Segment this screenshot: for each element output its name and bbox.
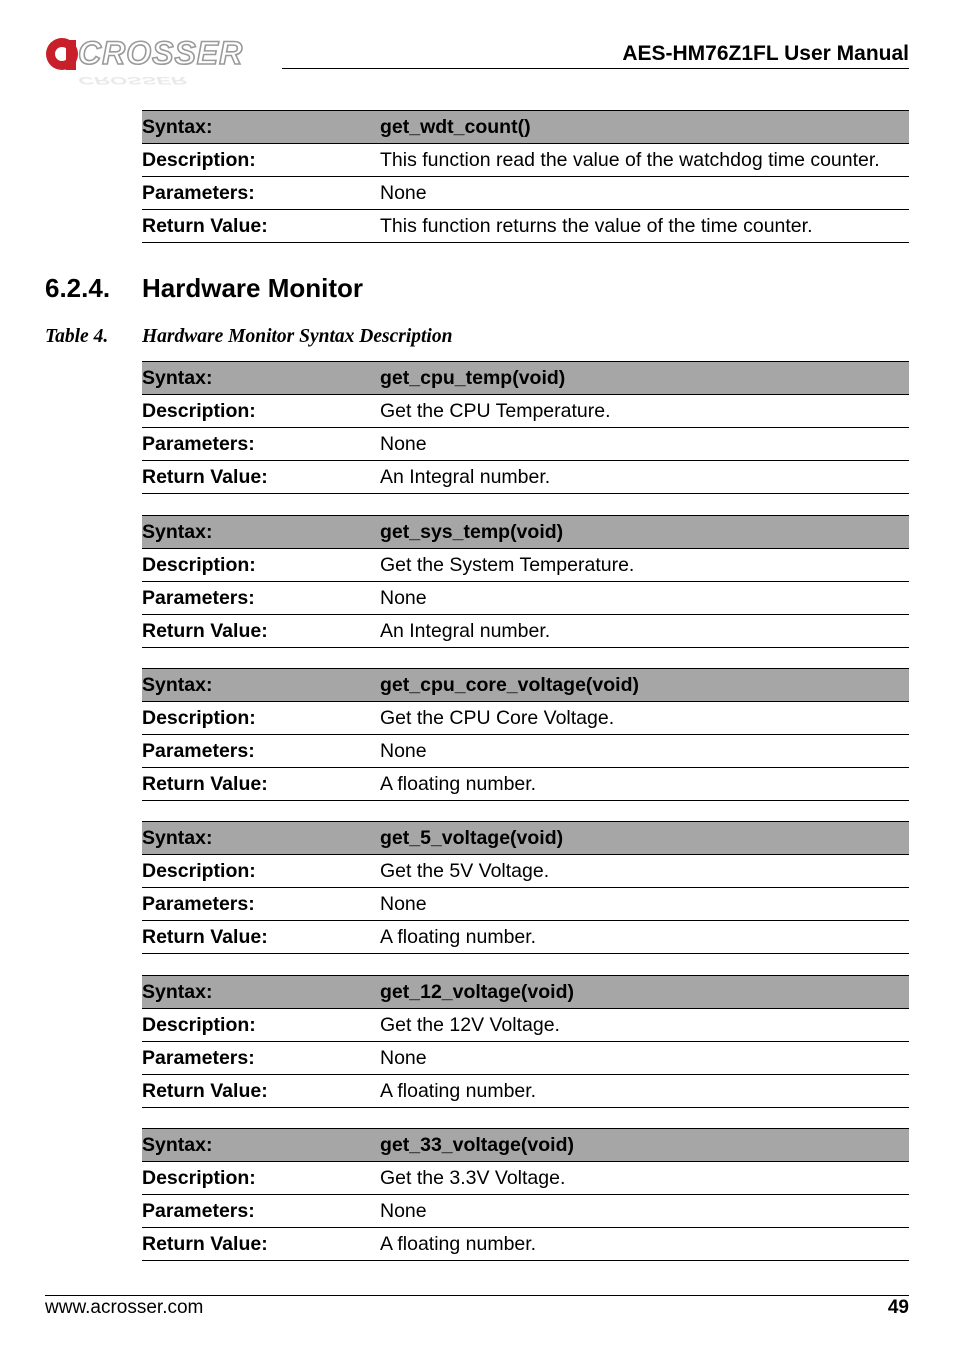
row-value: None (380, 1042, 909, 1075)
row-value: Get the CPU Core Voltage. (380, 702, 909, 735)
footer-divider (45, 1295, 909, 1296)
row-key: Return Value: (142, 921, 380, 954)
row-value: get_12_voltage(void) (380, 976, 909, 1009)
row-key: Return Value: (142, 461, 380, 494)
table-row (142, 144, 909, 177)
table-row (142, 1009, 909, 1042)
table-row (142, 461, 909, 494)
5v-voltage-table (142, 821, 909, 954)
table-row (142, 362, 909, 395)
row-key: Parameters: (142, 888, 380, 921)
footer-url: www.acrosser.com (45, 1297, 204, 1318)
row-key: Syntax: (142, 516, 380, 549)
table-row (142, 1042, 909, 1075)
row-value: None (380, 1195, 909, 1228)
row-key: Description: (142, 144, 380, 177)
table-row (142, 111, 909, 144)
table-row (142, 768, 909, 801)
row-value: This function read the value of the watchdog time counter. (380, 144, 909, 177)
section-heading (45, 273, 363, 304)
row-key: Description: (142, 1162, 380, 1195)
table-row (142, 549, 909, 582)
row-key: Parameters: (142, 582, 380, 615)
row-key: Syntax: (142, 1129, 380, 1162)
row-value: get_wdt_count() (380, 111, 909, 144)
33v-voltage-table (142, 1128, 909, 1261)
row-value: get_33_voltage(void) (380, 1129, 909, 1162)
svg-text:CROSSER: CROSSER (78, 74, 187, 88)
caption-title: Hardware Monitor Syntax Description (142, 326, 453, 347)
row-key: Description: (142, 549, 380, 582)
table-row (142, 1075, 909, 1108)
page-header (0, 0, 954, 100)
table-row (142, 1129, 909, 1162)
table-caption (45, 326, 452, 348)
table-row (142, 702, 909, 735)
header-divider (282, 68, 909, 69)
row-value: This function returns the value of the time counter. (380, 210, 909, 243)
row-value: Get the 12V Voltage. (380, 1009, 909, 1042)
row-key: Description: (142, 702, 380, 735)
manual-title: AES-HM76Z1FL User Manual (622, 42, 909, 65)
table-row (142, 735, 909, 768)
12v-voltage-table (142, 975, 909, 1108)
row-key: Syntax: (142, 669, 380, 702)
row-value: An Integral number. (380, 615, 909, 648)
row-key: Return Value: (142, 210, 380, 243)
table-row (142, 822, 909, 855)
row-value: get_cpu_temp(void) (380, 362, 909, 395)
row-value: A floating number. (380, 921, 909, 954)
table-row (142, 582, 909, 615)
cpu-temp-table (142, 361, 909, 494)
row-key: Return Value: (142, 615, 380, 648)
row-value: Get the 5V Voltage. (380, 855, 909, 888)
table-row (142, 615, 909, 648)
row-value: None (380, 735, 909, 768)
table-row (142, 1195, 909, 1228)
row-key: Parameters: (142, 735, 380, 768)
row-key: Return Value: (142, 768, 380, 801)
table-row (142, 855, 909, 888)
table-row (142, 1228, 909, 1261)
row-key: Parameters: (142, 177, 380, 210)
page-number: 49 (887, 1297, 909, 1318)
row-value: get_sys_temp(void) (380, 516, 909, 549)
row-key: Parameters: (142, 1042, 380, 1075)
row-value: None (380, 428, 909, 461)
row-key: Description: (142, 855, 380, 888)
row-key: Return Value: (142, 1228, 380, 1261)
section-number: 6.2.4. (45, 273, 111, 303)
table-row (142, 177, 909, 210)
row-value: A floating number. (380, 1228, 909, 1261)
row-value: Get the System Temperature. (380, 549, 909, 582)
row-value: A floating number. (380, 1075, 909, 1108)
table-row (142, 210, 909, 243)
row-key: Parameters: (142, 1195, 380, 1228)
row-value: get_5_voltage(void) (380, 822, 909, 855)
row-key: Syntax: (142, 822, 380, 855)
row-value: Get the 3.3V Voltage. (380, 1162, 909, 1195)
table-row (142, 428, 909, 461)
caption-label: Table 4. (45, 326, 109, 347)
acrosser-logo (44, 30, 280, 94)
row-key: Syntax: (142, 362, 380, 395)
row-value: get_cpu_core_voltage(void) (380, 669, 909, 702)
table-row (142, 976, 909, 1009)
row-key: Syntax: (142, 976, 380, 1009)
row-value: An Integral number. (380, 461, 909, 494)
row-key: Syntax: (142, 111, 380, 144)
table-row (142, 888, 909, 921)
table-row (142, 516, 909, 549)
table-row (142, 395, 909, 428)
row-value: A floating number. (380, 768, 909, 801)
wdt-syntax-table (142, 110, 909, 243)
row-key: Description: (142, 1009, 380, 1042)
row-key: Return Value: (142, 1075, 380, 1108)
svg-text:CROSSER: CROSSER (78, 35, 244, 71)
row-value: None (380, 888, 909, 921)
table-row (142, 669, 909, 702)
row-value: None (380, 177, 909, 210)
row-value: None (380, 582, 909, 615)
sys-temp-table (142, 515, 909, 648)
row-key: Description: (142, 395, 380, 428)
table-row (142, 1162, 909, 1195)
table-row (142, 921, 909, 954)
row-key: Parameters: (142, 428, 380, 461)
section-title: Hardware Monitor (142, 273, 364, 303)
row-value: Get the CPU Temperature. (380, 395, 909, 428)
cpu-core-voltage-table (142, 668, 909, 801)
